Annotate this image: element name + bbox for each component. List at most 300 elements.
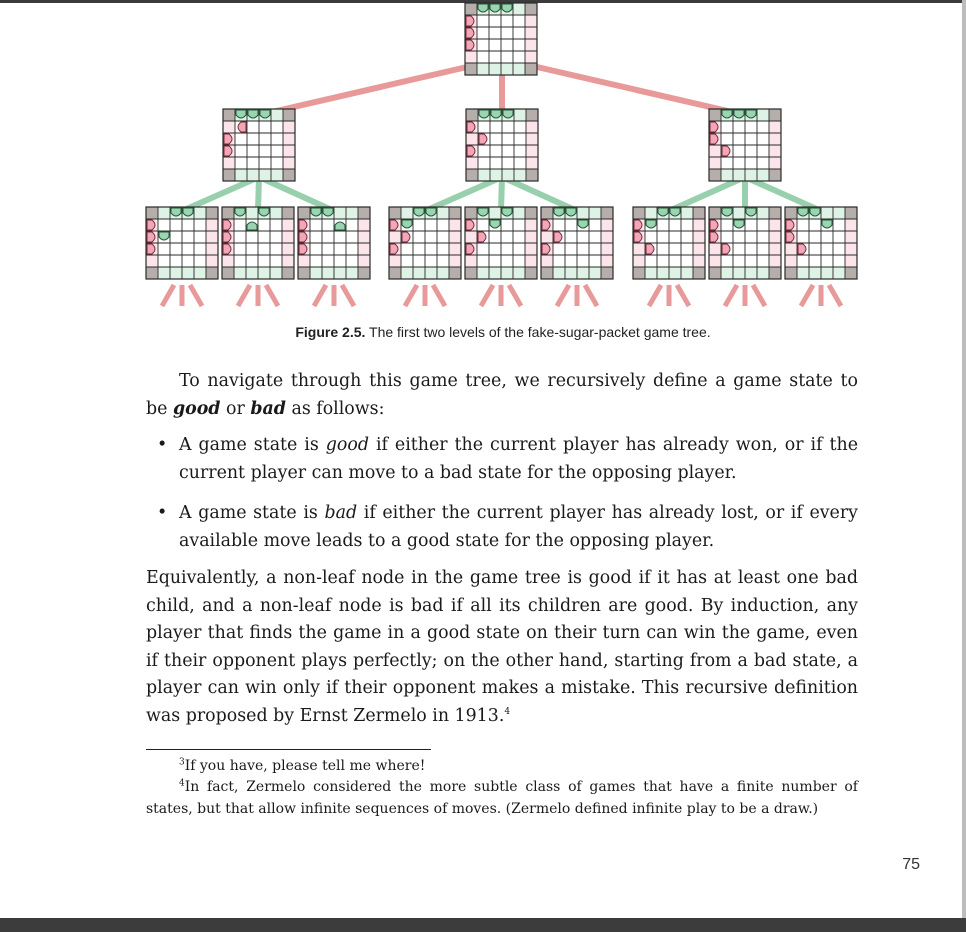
board-cell — [681, 231, 693, 243]
board-cell — [346, 231, 358, 243]
board-cell — [833, 243, 845, 255]
footnote-mark-4: 4 — [179, 778, 185, 789]
game-board — [709, 109, 781, 181]
tree-edge-level2 — [502, 177, 577, 211]
red-piece — [722, 146, 730, 156]
board-cell — [206, 243, 218, 255]
board-cell — [514, 133, 526, 145]
board-cell — [358, 267, 370, 279]
board-cell — [525, 3, 537, 15]
board-cell — [565, 231, 577, 243]
board-cell — [757, 121, 769, 133]
footnote-rule — [146, 749, 431, 750]
board-cell — [601, 243, 613, 255]
board-cell — [283, 133, 295, 145]
green-piece — [566, 208, 576, 216]
board-cell — [541, 255, 553, 267]
board-cell — [681, 243, 693, 255]
board-cell — [413, 255, 425, 267]
board-cell — [389, 231, 401, 243]
board-cell — [745, 267, 757, 279]
board-cell — [465, 51, 477, 63]
game-board — [633, 207, 705, 279]
board-cell — [258, 255, 270, 267]
board-cell — [513, 219, 525, 231]
red-piece — [710, 220, 718, 230]
board-cell — [465, 207, 477, 219]
board-cell — [513, 39, 525, 51]
board-cell — [401, 207, 413, 219]
board-cell — [489, 27, 501, 39]
footnote-3-text: If you have, please tell me where! — [184, 758, 426, 774]
board-cell — [681, 207, 693, 219]
board-cell — [769, 157, 781, 169]
game-board — [465, 207, 537, 279]
board-cell — [282, 255, 294, 267]
board-cell — [757, 157, 769, 169]
board-cell — [757, 231, 769, 243]
board-cell — [247, 157, 259, 169]
board-cell — [501, 63, 513, 75]
red-piece — [554, 232, 562, 242]
green-piece — [171, 208, 181, 216]
board-cell — [489, 39, 501, 51]
board-cell — [478, 145, 490, 157]
board-cell — [669, 219, 681, 231]
red-piece — [466, 28, 474, 38]
board-cell — [809, 255, 821, 267]
board-cell — [845, 267, 857, 279]
board-cell — [553, 219, 565, 231]
green-piece — [479, 110, 489, 118]
red-piece — [224, 134, 232, 144]
red-piece — [299, 220, 307, 230]
intro-lead: To navigate through this game tree, we recursively define a game state to be — [146, 371, 858, 419]
board-cell — [489, 243, 501, 255]
board-cell — [565, 219, 577, 231]
board-cell — [270, 267, 282, 279]
red-piece — [467, 146, 475, 156]
board-cell — [194, 219, 206, 231]
board-cell — [425, 243, 437, 255]
board-cell — [206, 207, 218, 219]
board-cell — [258, 219, 270, 231]
board-cell — [322, 267, 334, 279]
red-piece — [634, 220, 642, 230]
board-cell — [565, 255, 577, 267]
board-cell — [235, 157, 247, 169]
board-cell — [437, 255, 449, 267]
board-cell — [259, 169, 271, 181]
board-cell — [425, 231, 437, 243]
game-board — [222, 207, 294, 279]
green-piece — [722, 110, 732, 118]
board-cell — [745, 133, 757, 145]
board-cell — [489, 207, 501, 219]
bullet-good-term: good — [325, 435, 369, 455]
game-board — [146, 207, 218, 279]
green-piece — [248, 110, 258, 118]
board-cell — [769, 243, 781, 255]
board-cell — [425, 219, 437, 231]
board-cell — [489, 63, 501, 75]
red-piece — [224, 146, 232, 156]
board-cell — [709, 267, 721, 279]
green-piece — [235, 208, 245, 216]
intro-mid: or — [220, 398, 251, 419]
red-piece — [147, 232, 155, 242]
board-cell — [235, 169, 247, 181]
red-piece — [798, 244, 806, 254]
board-cell — [425, 255, 437, 267]
board-cell — [401, 255, 413, 267]
footnote-4-text: In fact, Zermelo considered the more subtle class of games that have a finite number of states, but that allow infinite sequences of moves. (Zermelo defined infinite play to be a draw.) — [146, 779, 858, 817]
board-cell — [821, 255, 833, 267]
tree-edge-level2 — [182, 177, 259, 211]
red-piece — [478, 232, 486, 242]
green-piece — [734, 220, 744, 228]
board-cell — [733, 145, 745, 157]
board-cell — [757, 207, 769, 219]
green-piece — [490, 220, 500, 228]
board-cell — [821, 267, 833, 279]
board-cell — [501, 243, 513, 255]
board-cell — [513, 231, 525, 243]
board-cell — [693, 231, 705, 243]
board-cell — [833, 267, 845, 279]
board-cell — [526, 109, 538, 121]
board-cell — [222, 255, 234, 267]
board-cell — [490, 121, 502, 133]
board-cell — [745, 231, 757, 243]
board-cell — [513, 3, 525, 15]
board-cell — [745, 169, 757, 181]
green-piece — [734, 110, 744, 118]
board-cell — [501, 15, 513, 27]
board-cell — [465, 231, 477, 243]
board-cell — [477, 15, 489, 27]
bullet-marker: • — [157, 503, 168, 523]
figure-caption-text: The first two levels of the fake-sugar-packet game tree. — [369, 324, 711, 340]
green-piece — [491, 110, 501, 118]
board-cell — [247, 169, 259, 181]
board-cell — [525, 51, 537, 63]
board-cell — [259, 157, 271, 169]
game-board — [298, 207, 370, 279]
term-bad: bad — [250, 398, 286, 419]
board-cell — [235, 145, 247, 157]
green-piece — [260, 110, 270, 118]
tree-stub — [829, 285, 841, 306]
board-cell — [845, 255, 857, 267]
board-cell — [501, 231, 513, 243]
board-cell — [322, 219, 334, 231]
board-cell — [745, 255, 757, 267]
board-cell — [246, 267, 258, 279]
board-cell — [389, 255, 401, 267]
board-cell — [541, 231, 553, 243]
board-cell — [449, 207, 461, 219]
red-piece — [223, 244, 231, 254]
tree-stub — [433, 285, 445, 306]
board-cell — [477, 243, 489, 255]
board-cell — [733, 133, 745, 145]
board-cell — [809, 243, 821, 255]
board-cell — [769, 255, 781, 267]
board-cell — [513, 267, 525, 279]
board-cell — [271, 109, 283, 121]
board-cell — [182, 243, 194, 255]
board-cell — [389, 207, 401, 219]
board-cell — [601, 207, 613, 219]
board-cell — [526, 145, 538, 157]
red-piece — [147, 220, 155, 230]
board-cell — [270, 255, 282, 267]
board-cell — [681, 255, 693, 267]
board-cell — [645, 255, 657, 267]
board-cell — [358, 243, 370, 255]
board-cell — [334, 207, 346, 219]
board-cell — [525, 63, 537, 75]
board-cell — [401, 267, 413, 279]
board-cell — [526, 157, 538, 169]
tree-stub — [649, 285, 661, 306]
footnote-mark-3: 3 — [179, 757, 185, 768]
board-cell — [182, 267, 194, 279]
bullet-marker: • — [157, 435, 168, 455]
board-cell — [721, 169, 733, 181]
board-cell — [334, 231, 346, 243]
board-cell — [745, 121, 757, 133]
board-cell — [769, 219, 781, 231]
red-piece — [299, 232, 307, 242]
board-cell — [721, 219, 733, 231]
board-cell — [541, 267, 553, 279]
board-cell — [358, 231, 370, 243]
board-cell — [182, 219, 194, 231]
board-cell — [577, 243, 589, 255]
window-bottom-border — [0, 918, 966, 932]
board-cell — [769, 109, 781, 121]
red-piece — [466, 244, 474, 254]
board-cell — [645, 267, 657, 279]
tree-stub — [162, 285, 174, 306]
board-cell — [501, 267, 513, 279]
body-text: Equivalently, a non-leaf node in the game tree is good if it has at least one bad child, and a non-leaf node is bad if all its children are good. By induction, any player that finds the game in a good state on their turn can win the game, even if their opponent plays perfectly; on the other hand, starting from a bad state, a player can win only if their opponent makes a mistake. This recursive definition was proposed by Ernst Zermelo in 1913. — [146, 568, 858, 726]
game-board — [465, 3, 537, 75]
board-cell — [413, 231, 425, 243]
definition-list-2 — [146, 500, 858, 555]
board-cell — [358, 255, 370, 267]
board-cell — [158, 243, 170, 255]
board-cell — [709, 145, 721, 157]
board-cell — [513, 255, 525, 267]
board-cell — [833, 219, 845, 231]
board-cell — [501, 255, 513, 267]
board-cell — [709, 157, 721, 169]
green-piece — [554, 208, 564, 216]
board-cell — [525, 219, 537, 231]
board-cell — [845, 207, 857, 219]
board-cell — [346, 267, 358, 279]
board-cell — [589, 267, 601, 279]
board-cell — [589, 255, 601, 267]
board-cell — [223, 109, 235, 121]
board-cell — [465, 63, 477, 75]
board-cell — [541, 207, 553, 219]
board-cell — [322, 255, 334, 267]
board-cell — [525, 39, 537, 51]
bullet-bad — [146, 500, 858, 555]
red-piece — [722, 244, 730, 254]
green-piece — [323, 208, 333, 216]
board-cell — [270, 243, 282, 255]
board-cell — [437, 231, 449, 243]
board-cell — [271, 169, 283, 181]
board-cell — [247, 133, 259, 145]
board-cell — [669, 255, 681, 267]
board-cell — [525, 267, 537, 279]
tree-stub — [509, 285, 521, 306]
green-piece — [810, 208, 820, 216]
board-cell — [283, 157, 295, 169]
board-cell — [235, 133, 247, 145]
board-cell — [845, 231, 857, 243]
footnote-ref-4[interactable]: 4 — [504, 706, 511, 717]
board-cell — [490, 169, 502, 181]
board-cell — [501, 51, 513, 63]
board-cell — [489, 267, 501, 279]
tree-edge-root-left — [259, 61, 493, 115]
board-cell — [745, 219, 757, 231]
game-board — [223, 109, 295, 181]
board-cell — [757, 133, 769, 145]
green-piece — [478, 4, 488, 12]
board-cell — [477, 39, 489, 51]
board-cell — [247, 145, 259, 157]
red-piece — [223, 232, 231, 242]
bullet-bad-pre: A game state is — [179, 503, 325, 523]
tree-stub — [753, 285, 765, 306]
board-cell — [645, 207, 657, 219]
board-cell — [182, 231, 194, 243]
board-cell — [577, 255, 589, 267]
tree-stub — [585, 285, 597, 306]
board-cell — [657, 267, 669, 279]
board-cell — [466, 109, 478, 121]
board-cell — [489, 255, 501, 267]
board-cell — [633, 267, 645, 279]
footnote-4 — [146, 777, 858, 820]
board-cell — [234, 255, 246, 267]
board-cell — [733, 267, 745, 279]
board-cell — [514, 121, 526, 133]
tree-stub — [342, 285, 354, 306]
board-cell — [821, 207, 833, 219]
board-cell — [489, 231, 501, 243]
board-cell — [259, 145, 271, 157]
tree-stub — [725, 285, 737, 306]
board-cell — [246, 255, 258, 267]
board-cell — [514, 157, 526, 169]
green-piece — [414, 208, 424, 216]
board-cell — [502, 145, 514, 157]
board-cell — [601, 219, 613, 231]
red-piece — [634, 232, 642, 242]
board-cell — [845, 219, 857, 231]
board-cell — [757, 243, 769, 255]
tree-edge-level2 — [425, 177, 502, 211]
board-cell — [258, 267, 270, 279]
board-cell — [358, 207, 370, 219]
game-board — [389, 207, 461, 279]
board-cell — [681, 267, 693, 279]
board-cell — [158, 207, 170, 219]
board-cell — [657, 243, 669, 255]
red-piece — [786, 220, 794, 230]
board-cell — [553, 243, 565, 255]
board-cell — [322, 243, 334, 255]
green-piece — [247, 222, 257, 230]
red-piece — [238, 122, 246, 132]
red-piece — [467, 122, 475, 132]
board-cell — [271, 133, 283, 145]
board-cell — [247, 121, 259, 133]
board-cell — [310, 255, 322, 267]
red-piece — [299, 244, 307, 254]
board-cell — [553, 267, 565, 279]
board-cell — [513, 207, 525, 219]
board-cell — [785, 255, 797, 267]
board-cell — [490, 157, 502, 169]
board-cell — [525, 231, 537, 243]
board-cell — [298, 255, 310, 267]
board-cell — [513, 27, 525, 39]
green-piece — [502, 208, 512, 216]
board-cell — [437, 243, 449, 255]
green-piece — [670, 208, 680, 216]
board-cell — [346, 255, 358, 267]
board-cell — [589, 219, 601, 231]
board-cell — [757, 145, 769, 157]
board-cell — [733, 169, 745, 181]
board-cell — [170, 243, 182, 255]
board-cell — [809, 231, 821, 243]
board-cell — [490, 145, 502, 157]
board-cell — [633, 243, 645, 255]
board-cell — [565, 243, 577, 255]
board-cell — [526, 121, 538, 133]
board-cell — [477, 219, 489, 231]
board-cell — [334, 243, 346, 255]
board-cell — [733, 243, 745, 255]
board-cell — [601, 231, 613, 243]
board-cell — [194, 231, 206, 243]
green-piece — [798, 208, 808, 216]
board-cell — [465, 3, 477, 15]
intro-paragraph — [146, 368, 858, 423]
board-cell — [514, 145, 526, 157]
green-piece — [159, 232, 169, 240]
board-cell — [194, 243, 206, 255]
board-cell — [721, 121, 733, 133]
board-cell — [270, 219, 282, 231]
bullet-bad-post: if either the current player has already lost, or if every available move leads to a good state for the opposing player. — [179, 503, 858, 551]
board-cell — [222, 267, 234, 279]
board-cell — [577, 231, 589, 243]
bullet-good-post: if either the current player has already won, or if the current player can move to a bad state for the opposing player. — [179, 435, 858, 483]
board-cell — [146, 255, 158, 267]
